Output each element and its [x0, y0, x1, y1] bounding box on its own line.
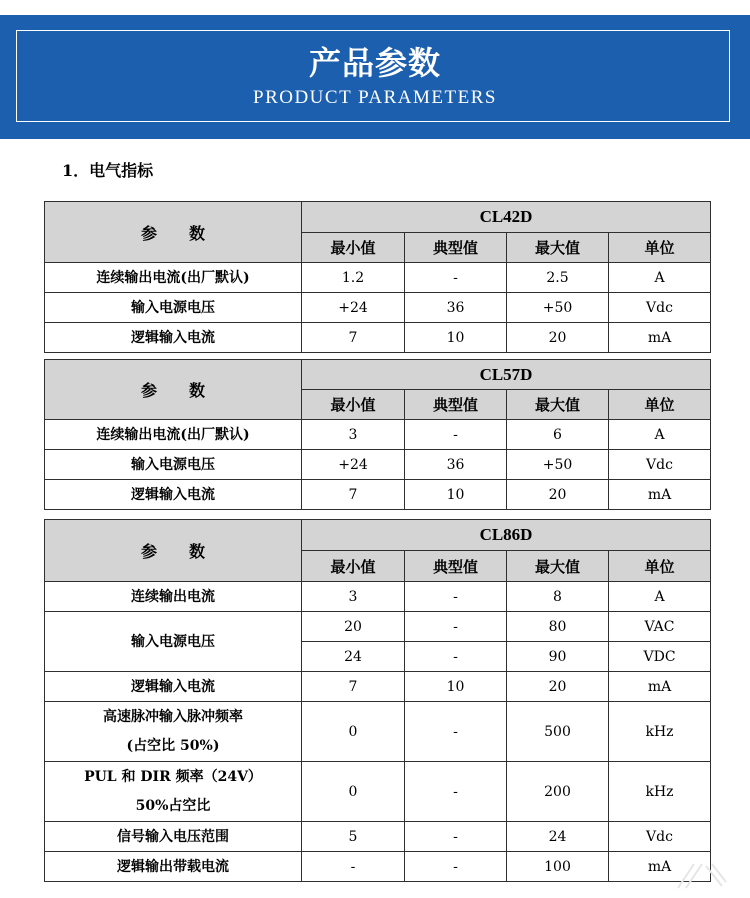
header-banner: [0, 15, 750, 139]
cell-unit: mA: [609, 852, 711, 882]
table-row: [45, 420, 711, 450]
model-header: CL57D: [302, 360, 711, 390]
cell-max: 2.5: [507, 263, 609, 293]
cell-min: 7: [302, 323, 405, 353]
cell-typ: -: [405, 852, 507, 882]
cell-typ: -: [405, 702, 507, 762]
section-heading: 1．电气指标: [62, 161, 154, 180]
row-label: 逻辑输出带载电流: [45, 852, 302, 882]
row-label: 连续输出电流(出厂默认): [45, 420, 302, 450]
page-subtitle: PRODUCT PARAMETERS: [253, 87, 497, 108]
cell-max: 8: [507, 582, 609, 612]
cell-typ: -: [405, 642, 507, 672]
cell-typ: -: [405, 582, 507, 612]
table-row: [45, 612, 711, 642]
cell-max: +50: [507, 293, 609, 323]
row-label: 逻辑输入电流: [45, 323, 302, 353]
table-row: [45, 672, 711, 702]
cell-min: 0: [302, 702, 405, 762]
row-label: 输入电源电压: [45, 450, 302, 480]
table-row: [45, 822, 711, 852]
cell-max: 80: [507, 612, 609, 642]
cell-min: +24: [302, 450, 405, 480]
table-row: [45, 293, 711, 323]
cell-min: 24: [302, 642, 405, 672]
cell-typ: 10: [405, 480, 507, 510]
cell-min: 3: [302, 582, 405, 612]
col-max-header: 最大值: [507, 551, 609, 582]
watermark-icon: [672, 858, 728, 892]
cell-min: 7: [302, 480, 405, 510]
table-row: [45, 852, 711, 882]
table-row: [45, 450, 711, 480]
cell-unit: mA: [609, 672, 711, 702]
table-row: [45, 702, 711, 762]
row-label: 连续输出电流: [45, 582, 302, 612]
cell-unit: kHz: [609, 702, 711, 762]
row-label: 逻辑输入电流: [45, 480, 302, 510]
cell-typ: -: [405, 420, 507, 450]
col-unit-header: 单位: [609, 551, 711, 582]
cell-min: +24: [302, 293, 405, 323]
col-typ-header: 典型值: [405, 233, 507, 263]
cell-typ: -: [405, 263, 507, 293]
param-header: 参 数: [45, 202, 302, 263]
row-label: 逻辑输入电流: [45, 672, 302, 702]
cell-max: 20: [507, 672, 609, 702]
spec-table-cl86d: [44, 519, 711, 882]
cell-unit: mA: [609, 323, 711, 353]
cell-unit: A: [609, 420, 711, 450]
cell-max: 500: [507, 702, 609, 762]
row-label: [45, 702, 302, 762]
table-row: [45, 323, 711, 353]
model-header: CL86D: [302, 520, 711, 551]
cell-min: 5: [302, 822, 405, 852]
cell-typ: 36: [405, 293, 507, 323]
table-header-row: [45, 202, 711, 233]
col-max-header: 最大值: [507, 233, 609, 263]
cell-max: 200: [507, 762, 609, 822]
cell-typ: -: [405, 822, 507, 852]
col-unit-header: 单位: [609, 390, 711, 420]
col-typ-header: 典型值: [405, 390, 507, 420]
table-row: [45, 480, 711, 510]
cell-min: 3: [302, 420, 405, 450]
cell-typ: 10: [405, 672, 507, 702]
cell-max: +50: [507, 450, 609, 480]
row-label: 输入电源电压: [45, 612, 302, 672]
cell-min: 20: [302, 612, 405, 642]
cell-typ: 36: [405, 450, 507, 480]
table-header-row: [45, 360, 711, 390]
table-header-row: [45, 520, 711, 551]
cell-typ: -: [405, 612, 507, 642]
cell-min: 7: [302, 672, 405, 702]
cell-min: 0: [302, 762, 405, 822]
col-min-header: 最小值: [302, 390, 405, 420]
row-label-line1: 高速脉冲输入脉冲频率: [103, 708, 243, 725]
cell-unit: Vdc: [609, 293, 711, 323]
row-label: 连续输出电流(出厂默认): [45, 263, 302, 293]
cell-unit: Vdc: [609, 822, 711, 852]
table-row: [45, 582, 711, 612]
col-min-header: 最小值: [302, 551, 405, 582]
cell-unit: mA: [609, 480, 711, 510]
cell-min: 1.2: [302, 263, 405, 293]
col-typ-header: 典型值: [405, 551, 507, 582]
cell-unit: VDC: [609, 642, 711, 672]
row-label-line2: 50%占空比: [135, 797, 211, 814]
row-label: 输入电源电压: [45, 293, 302, 323]
row-label: 信号输入电压范围: [45, 822, 302, 852]
cell-unit: A: [609, 582, 711, 612]
table-row: [45, 762, 711, 822]
col-max-header: 最大值: [507, 390, 609, 420]
cell-max: 90: [507, 642, 609, 672]
param-header: 参 数: [45, 360, 302, 420]
table-row: [45, 263, 711, 293]
col-min-header: 最小值: [302, 233, 405, 263]
row-label: [45, 762, 302, 822]
row-label-line2: (占空比 50%): [126, 737, 220, 754]
cell-unit: A: [609, 263, 711, 293]
row-label-line1: PUL 和 DIR 频率（24V）: [84, 768, 262, 785]
cell-max: 24: [507, 822, 609, 852]
col-unit-header: 单位: [609, 233, 711, 263]
cell-max: 100: [507, 852, 609, 882]
spec-table-cl42d: [44, 201, 711, 353]
cell-max: 20: [507, 323, 609, 353]
cell-max: 20: [507, 480, 609, 510]
cell-unit: Vdc: [609, 450, 711, 480]
cell-max: 6: [507, 420, 609, 450]
cell-typ: -: [405, 762, 507, 822]
spec-table-cl57d: [44, 359, 711, 510]
cell-min: -: [302, 852, 405, 882]
model-header: CL42D: [302, 202, 711, 233]
cell-unit: kHz: [609, 762, 711, 822]
page-title: 产品参数: [308, 44, 441, 82]
cell-typ: 10: [405, 323, 507, 353]
cell-unit: VAC: [609, 612, 711, 642]
param-header: 参 数: [45, 520, 302, 582]
